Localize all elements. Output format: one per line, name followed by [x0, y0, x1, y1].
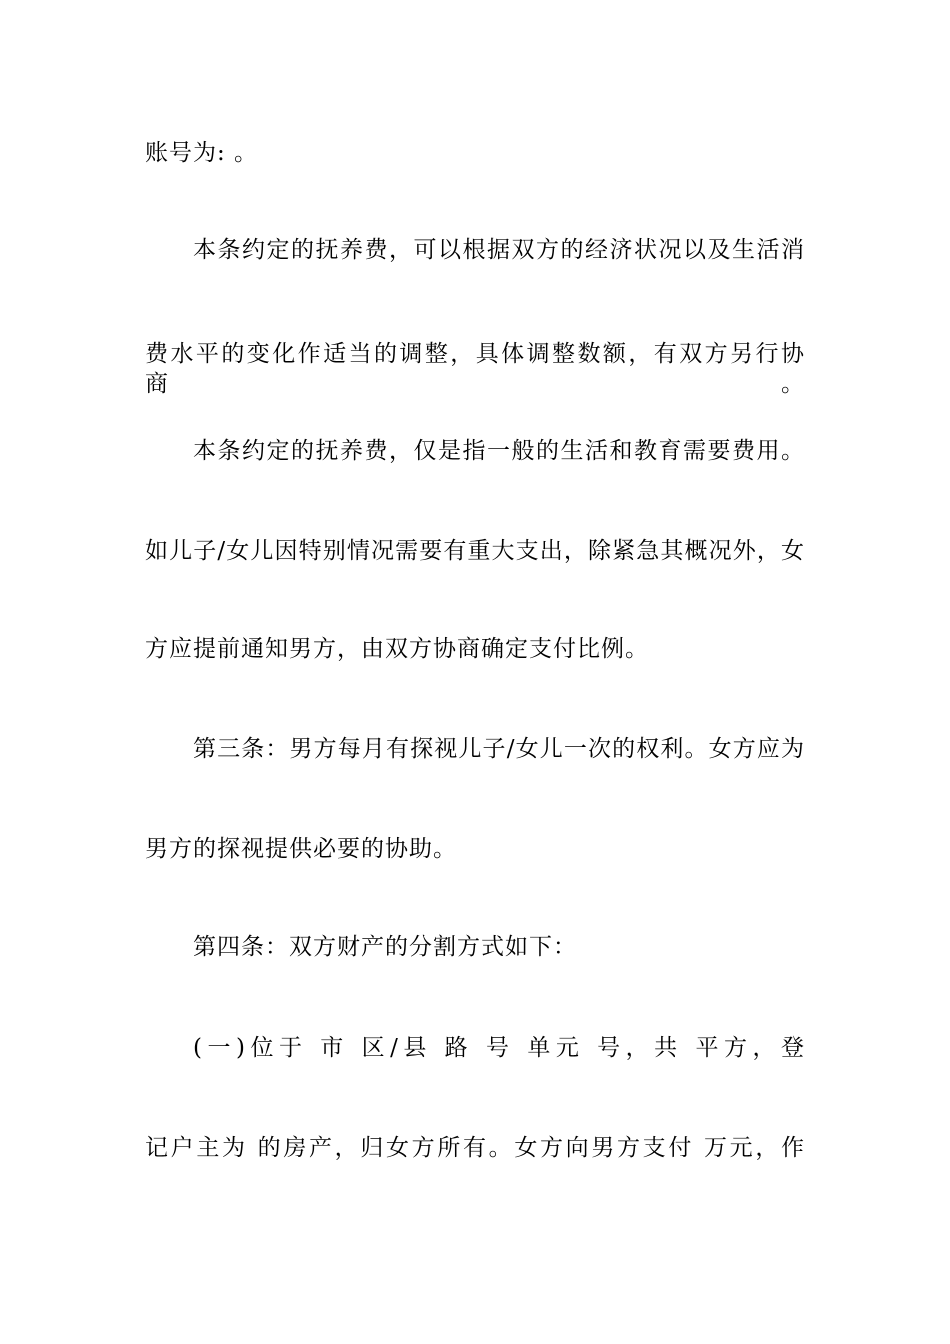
paragraph-line: 本条约定的抚养费，可以根据双方的经济状况以及生活消 [193, 237, 805, 263]
paragraph-line: 本条约定的抚养费，仅是指一般的生活和教育需要费用。 [193, 438, 805, 464]
account-number-line: 账号为: 。 [145, 140, 259, 166]
article-three-line: 第三条：男方每月有探视儿子/女儿一次的权利。女方应为 [193, 736, 805, 762]
paragraph-line: 如儿子/女儿因特别情况需要有重大支出，除紧急其概况外，女 [145, 538, 805, 564]
paragraph-line: 男方的探视提供必要的协助。 [145, 836, 457, 862]
property-clause-line: 记户主为 的房产，归女方所有。女方向男方支付 万元，作 [145, 1135, 805, 1161]
article-four-line: 第四条：双方财产的分割方式如下： [193, 934, 577, 960]
paragraph-line: 方应提前通知男方，由双方协商确定支付比例。 [145, 636, 649, 662]
paragraph-line: 费水平的变化作适当的调整，具体调整数额，有双方另行协商。 [145, 341, 805, 397]
property-clause-line: (一)位于 市 区/县 路 号 单元 号，共 平方，登 [193, 1035, 805, 1061]
